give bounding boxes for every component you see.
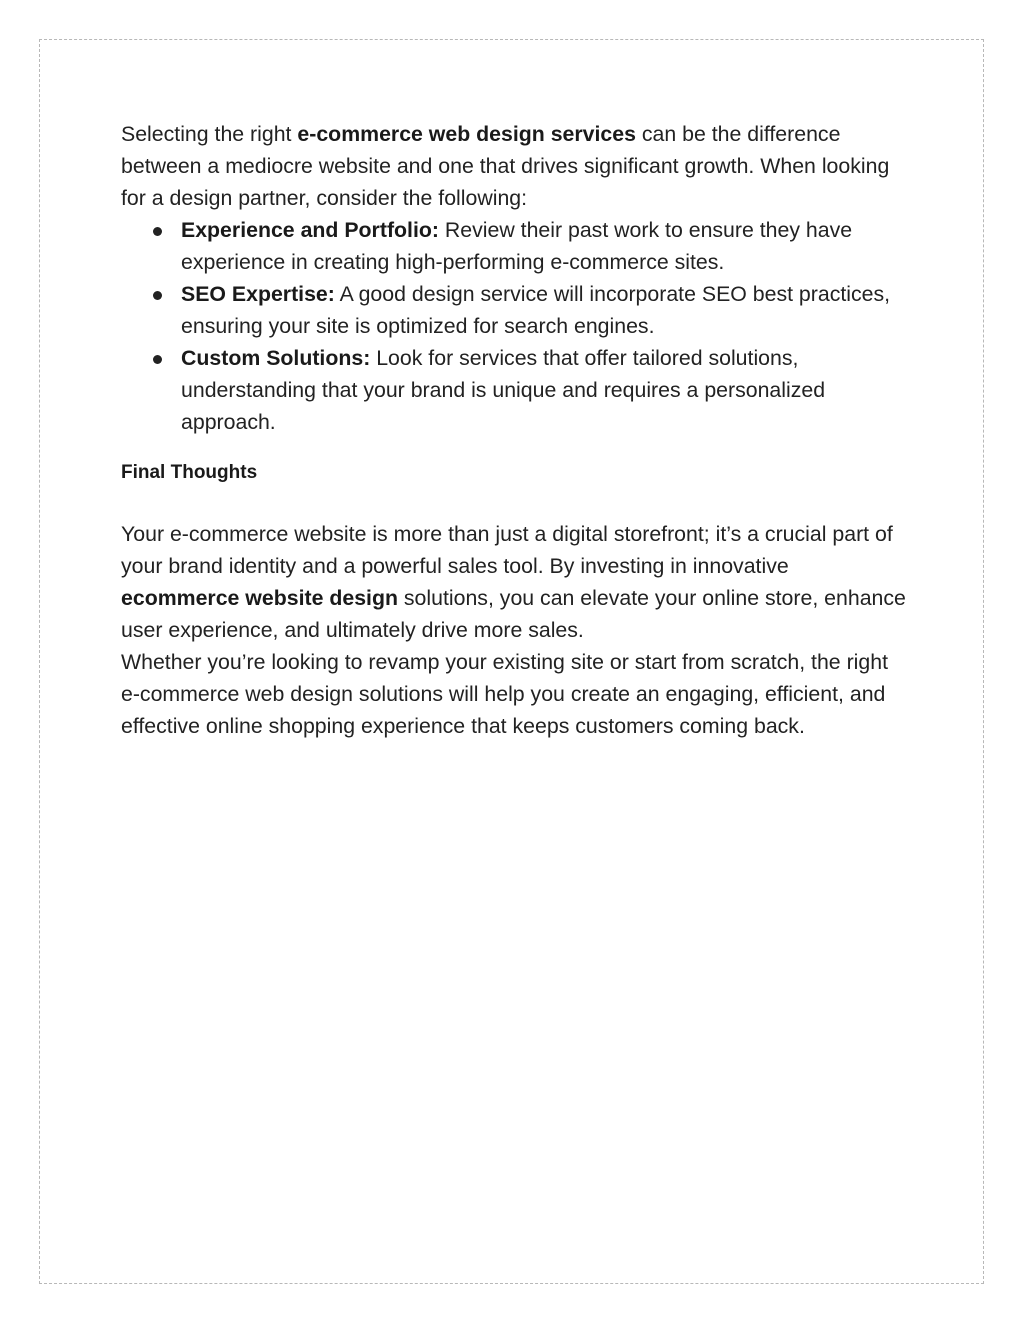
list-item-experience — [121, 214, 911, 278]
list-item-title: Experience and Portfolio: — [181, 218, 439, 242]
intro-paragraph — [121, 118, 911, 214]
intro-bold-link-text: e-commerce web design services — [297, 122, 636, 146]
bullet-icon — [153, 227, 162, 236]
bullet-icon — [153, 355, 162, 364]
document-content — [121, 118, 911, 742]
considerations-list — [121, 214, 911, 438]
intro-text-end: can be the difference between a mediocre website and one that drives significant growth. When looking for a design partner, consider the following: — [121, 122, 890, 210]
closing-paragraph-1 — [121, 518, 911, 646]
list-item-text: Review their past work to ensure they have experience in creating high-performing e-commerce sites. — [181, 218, 853, 274]
list-item-text: Look for services that offer tailored solutions, understanding that your brand is unique and requires a personalized approach. — [181, 346, 826, 434]
list-item-text: A good design service will incorporate SEO best practices, ensuring your site is optimized for search engines. — [181, 282, 891, 338]
list-item-title: SEO Expertise: — [181, 282, 335, 306]
list-item-title: Custom Solutions: — [181, 346, 371, 370]
closing-paragraph-2: Whether you’re looking to revamp your existing site or start from scratch, the right e-commerce web design solutions will help you create an engaging, efficient, and effective online shopping experience that keeps customers coming back. — [121, 650, 888, 738]
list-item-custom — [121, 342, 911, 438]
paragraph-text-start: Your e-commerce website is more than just a digital storefront; it’s a crucial part of your brand identity and a powerful sales tool. By investing in innovative — [121, 522, 893, 578]
paragraph-text-end: solutions, you can elevate your online store, enhance user experience, and ultimately drive more sales. — [121, 586, 906, 642]
section-heading: Final Thoughts — [121, 462, 258, 483]
paragraph-bold-text: ecommerce website design — [121, 586, 398, 610]
bullet-icon — [153, 291, 162, 300]
list-item-seo — [121, 278, 911, 342]
intro-text-start: Selecting the right — [121, 122, 298, 146]
